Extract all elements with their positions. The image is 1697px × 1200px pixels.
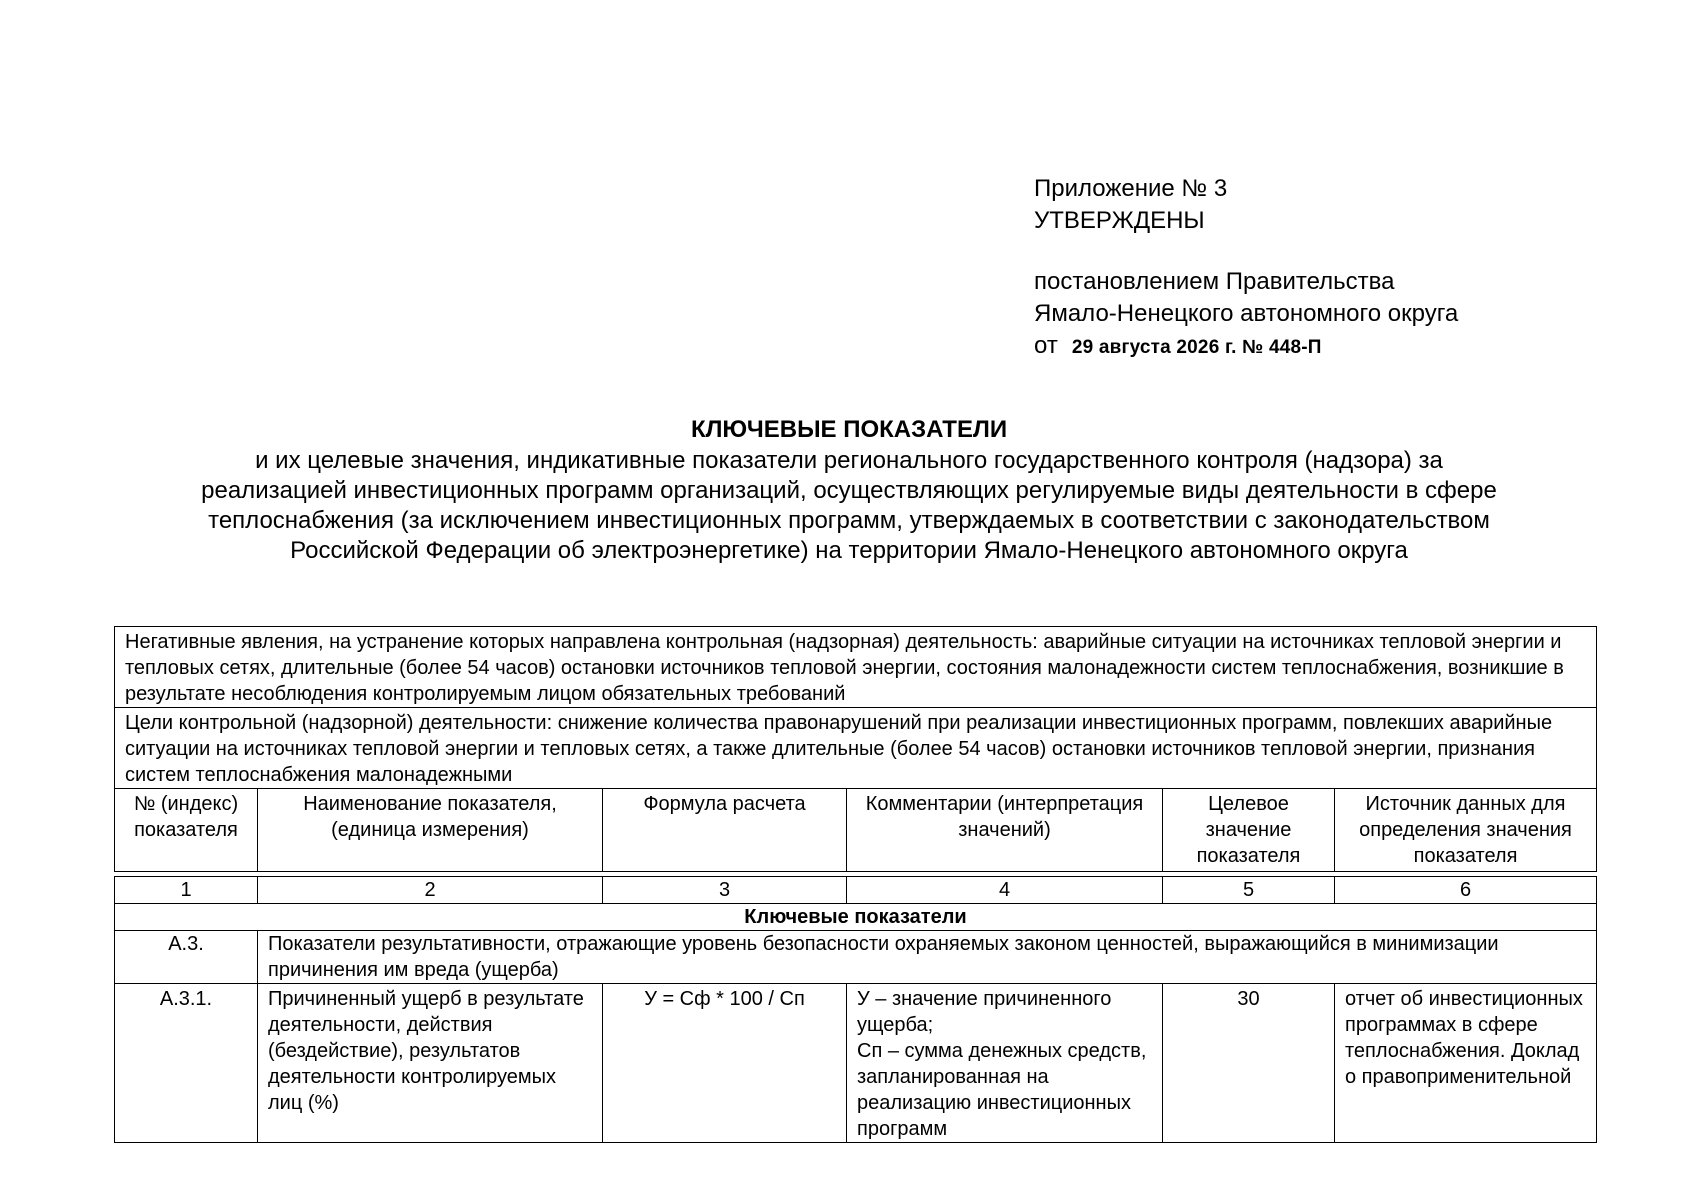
table-row (115, 984, 1597, 1143)
header-source: Источник данных для определения значения показателя (1335, 789, 1597, 872)
title-line-1: и их целевые значения, индикативные показатели регионального государственного контроля (надзора) за (255, 447, 1443, 474)
goals-cell: Цели контрольной (надзорной) деятельности: снижение количества правонарушений при реализации инвестиционных программ, повлекших аварийные ситуации на источниках тепловой энергии и тепловых сетях, а также длительные (более 54 часов) остановки источников тепловой энергии, признания систем теплоснабжения малонадежными (115, 708, 1597, 789)
header-row (115, 789, 1597, 872)
appendix-number: Приложение № 3 (1034, 175, 1228, 202)
row-target: 30 (1163, 984, 1335, 1143)
group-row (115, 931, 1597, 984)
negative-phenomena-cell: Негативные явления, на устранение которых направлена контрольная (надзорная) деятельность: аварийные ситуации на источниках тепловой энергии и тепловых сетях, длительные (более 54 часов) остановки источников тепловой энергии, состояния малонадежности систем теплоснабжения, возникшие в результате несоблюдения контролируемым лицом обязательных требований (115, 627, 1597, 708)
title-line-4: Российской Федерации об электроэнергетике) на территории Ямало-Ненецкого автономного округа (290, 537, 1408, 564)
decree-date-line (1034, 330, 1594, 364)
section-row (115, 904, 1597, 931)
stamp-gap (1034, 237, 1594, 266)
approved-label: УТВЕРЖДЕНЫ (1034, 207, 1205, 234)
indicators-table-wrap (114, 626, 1596, 1143)
header-target: Целевое значение показателя (1163, 789, 1335, 872)
decree-line-1: постановлением Правительства (1034, 268, 1395, 295)
document-title (110, 414, 1588, 566)
indicators-table (114, 626, 1597, 1143)
header-index: № (индекс) показателя (115, 789, 258, 872)
row-comment (847, 984, 1163, 1143)
goals-row (115, 708, 1597, 789)
date-prefix: от (1034, 332, 1058, 359)
header-comments: Комментарии (интерпретация значений) (847, 789, 1163, 872)
header-formula: Формула расчета (603, 789, 847, 872)
column-number: 5 (1163, 877, 1335, 904)
title-line-3: теплоснабжения (за исключением инвестиционных программ, утверждаемых в соответствии с законодательством (208, 507, 1490, 534)
header-name: Наименование показателя, (единица измерения) (258, 789, 603, 872)
column-number: 2 (258, 877, 603, 904)
comment-line: У – значение причиненного ущерба; (857, 988, 1112, 1036)
negative-phenomena-row (115, 627, 1597, 708)
column-number: 6 (1335, 877, 1597, 904)
title-line-2: реализацией инвестиционных программ организаций, осуществляющих регулируемые виды деятельности в сфере (201, 477, 1497, 504)
column-number: 1 (115, 877, 258, 904)
decree-date-value: 29 августа 2026 г. № 448-П (1071, 337, 1322, 358)
column-numbers-row (115, 877, 1597, 904)
title-main: КЛЮЧЕВЫЕ ПОКАЗАТЕЛИ (690, 416, 1008, 443)
section-title: Ключевые показатели (115, 904, 1597, 931)
row-formula: У = Сф * 100 / Сп (603, 984, 847, 1143)
row-index: А.3.1. (115, 984, 258, 1143)
group-index: А.3. (115, 931, 258, 984)
row-name: Причиненный ущерб в результате деятельности, действия (бездействие), результатов деятельности контролируемых лиц (%) (258, 984, 603, 1143)
decree-line-2: Ямало-Ненецкого автономного округа (1034, 300, 1459, 327)
column-number: 3 (603, 877, 847, 904)
group-text: Показатели результативности, отражающие уровень безопасности охраняемых законом ценностей, выражающийся в минимизации причинения им вреда (ущерба) (258, 931, 1597, 984)
approval-stamp (1034, 173, 1594, 364)
column-number: 4 (847, 877, 1163, 904)
row-source: отчет об инвестиционных программах в сфере теплоснабжения. Доклад о правоприменительной (1335, 984, 1597, 1143)
comment-line: Сп – сумма денежных средств, запланированная на реализацию инвестиционных программ (857, 1040, 1147, 1140)
